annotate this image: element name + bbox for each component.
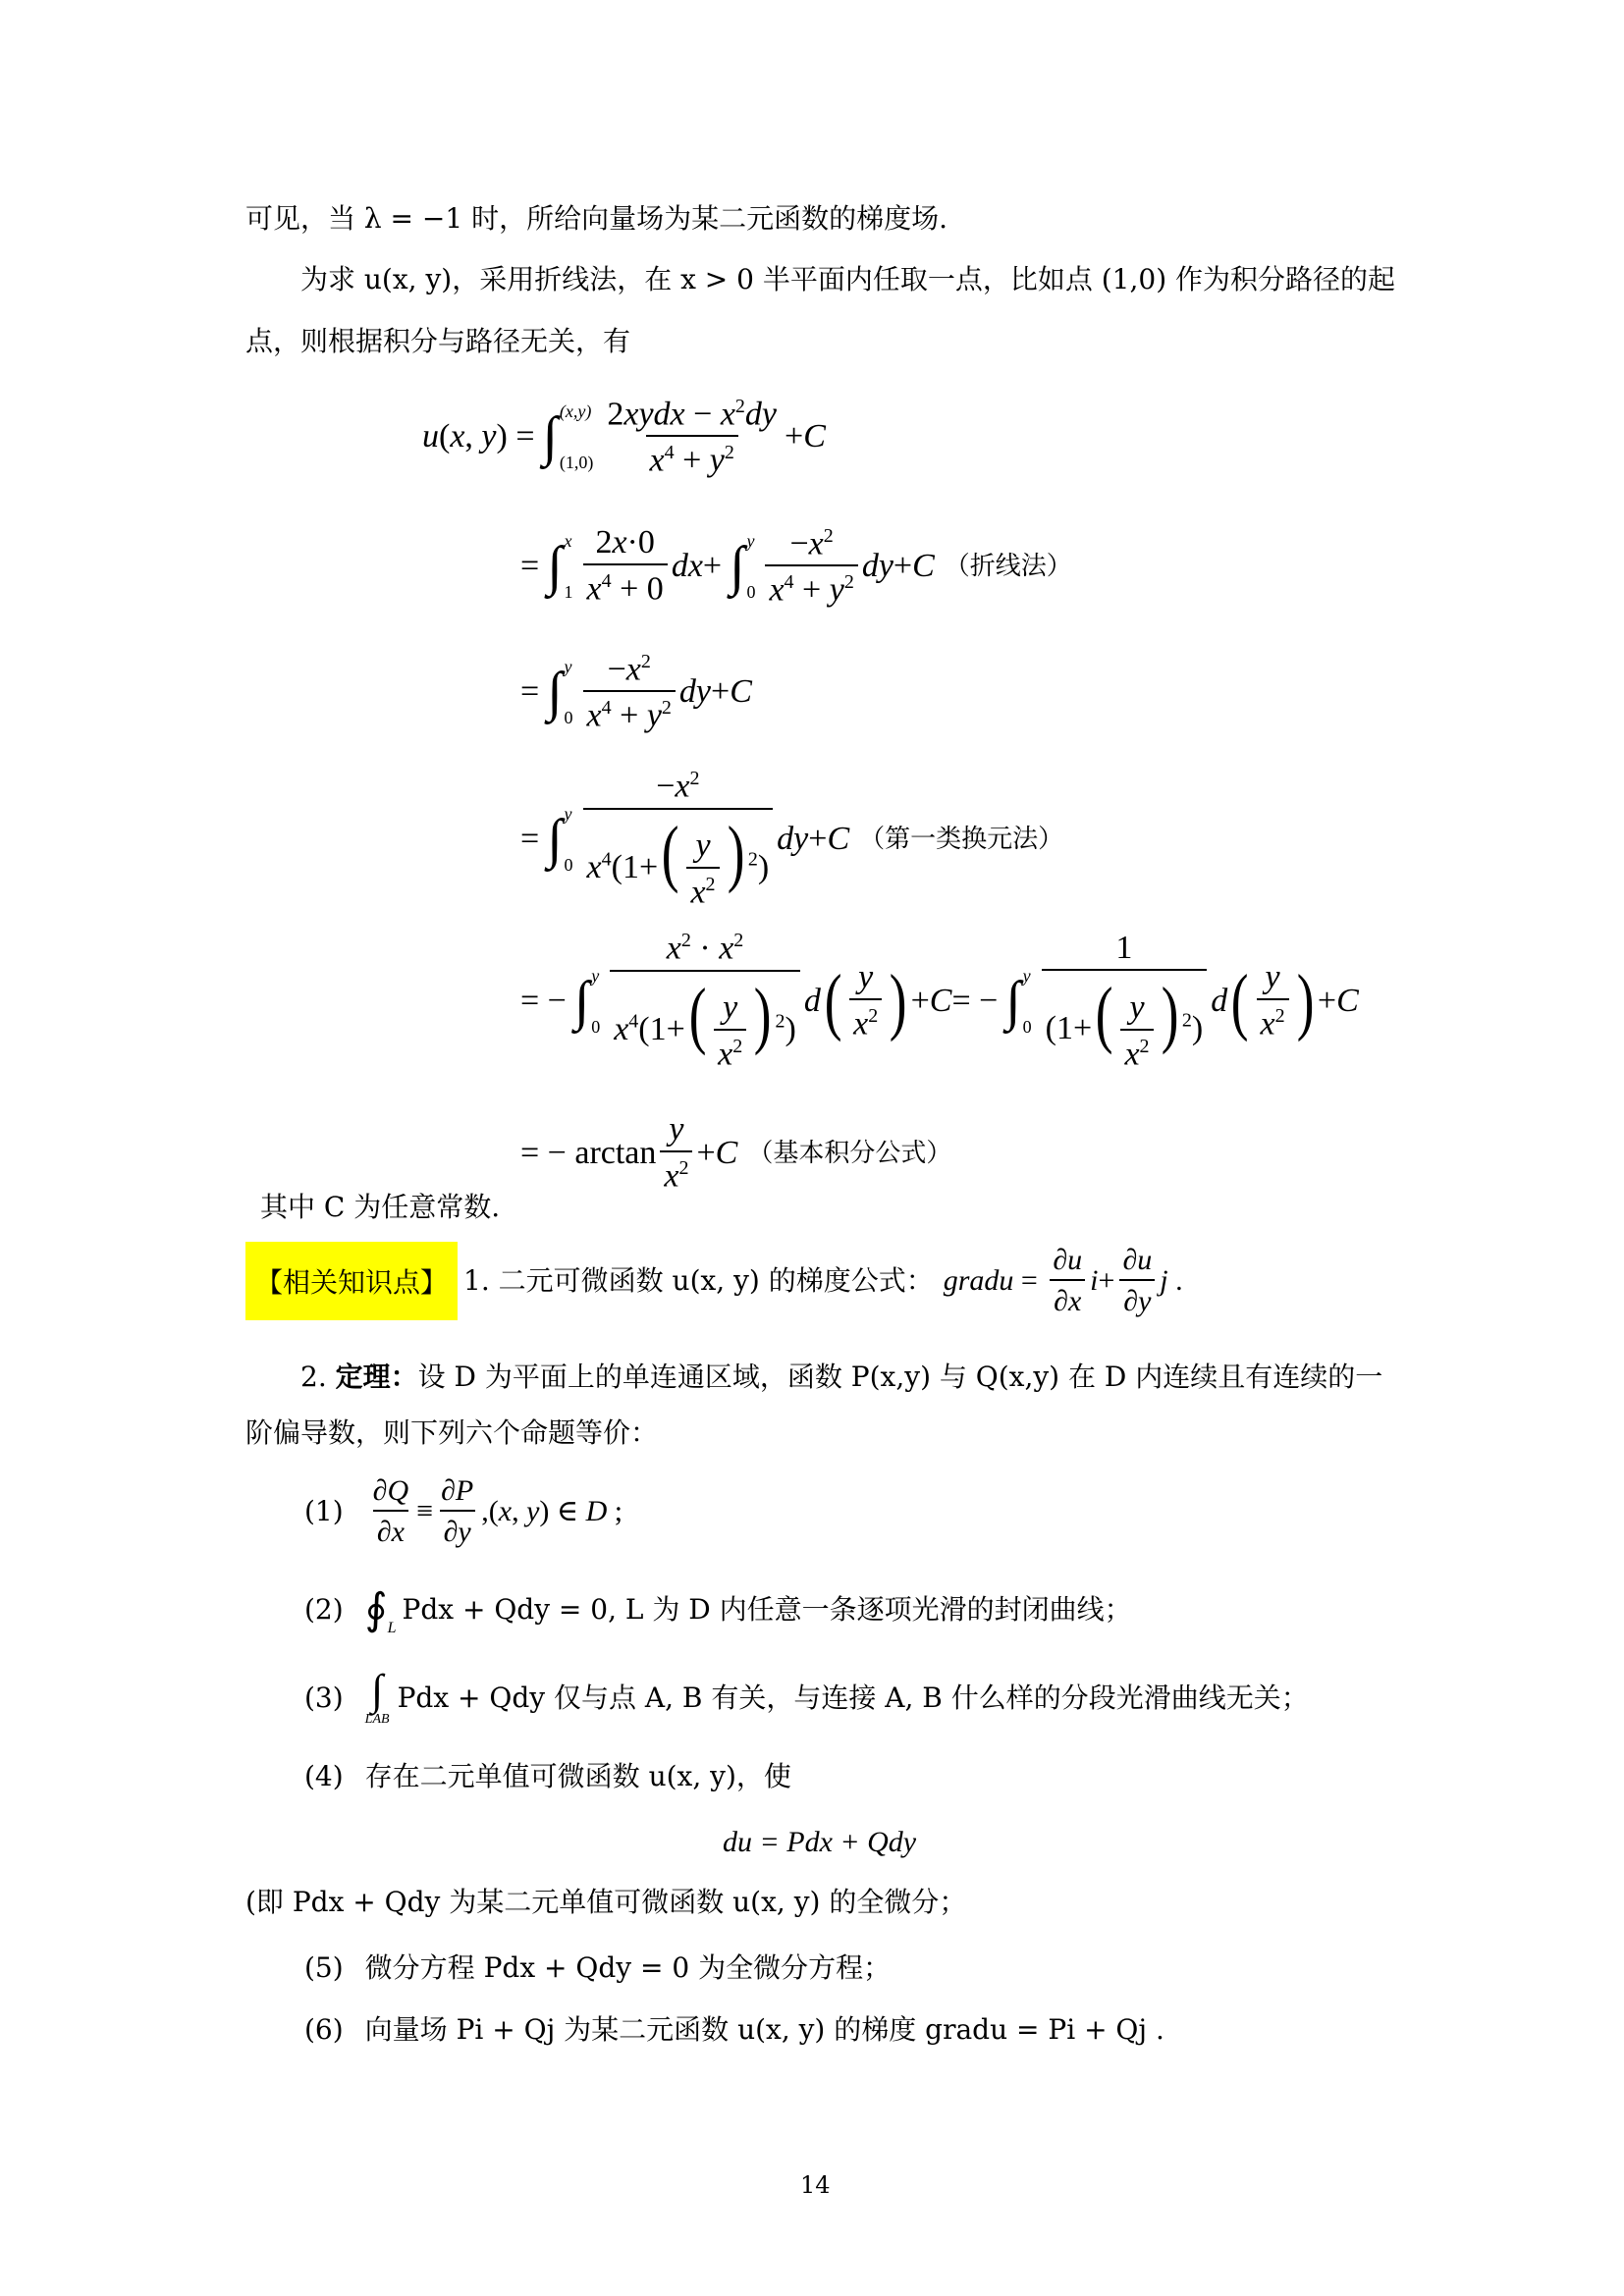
knowledge-point-row [245, 1227, 1183, 1335]
knowledge-badge: 【相关知识点】 [245, 1242, 458, 1320]
equation-line-1: u ( x , y ) = ∫ (x,y) (1,0) $\frac{2xydx - x^2dy}{x^4 + y^2}$ + C [422, 395, 826, 479]
condition-5: (5) 微分方程 Pdx + Qdy = 0 为全微分方程； [304, 1951, 892, 1984]
theorem-line-2: 阶偏导数，则下列六个命题等价： [245, 1416, 659, 1449]
contour-integral-sign: ∮ [364, 1585, 388, 1633]
condition-2: (2) ∮ L Pdx + Qdy = 0, L 为 D 内任意一条逐项光滑的封闭曲线； [304, 1585, 1132, 1636]
condition-4: (4) 存在二元单值可微函数 u(x, y)，使 [304, 1760, 791, 1792]
line-integral-sign: ∫ [371, 1666, 384, 1714]
page-number: 14 [800, 2171, 831, 2199]
theorem-label: 定理： [335, 1361, 418, 1393]
theorem-line-1: 2. 定理：设 D 为平面上的单连通区域，函数 P(x,y) 与 Q(x,y) 在 D 内连续且有连续的一 [300, 1361, 1383, 1393]
equation-line-3: = ∫ y 0 $\frac{-x^2}{x^4 + y^2}$ dy + C [520, 650, 752, 734]
paragraph-method: 为求 u(x, y)，采用折线法，在 x > 0 半平面内任取一点，比如点 (1,0) 作为积分路径的起 [300, 263, 1396, 295]
knowledge-item-1: 1. 二元可微函数 u(x, y) 的梯度公式： [463, 1264, 934, 1297]
note-zhexian: （折线法） [944, 552, 1072, 581]
condition-6: (6) 向量场 Pi + Qj 为某二元函数 u(x, y) 的梯度 gradu = Pi + Qj . [304, 2013, 1164, 2046]
note-huanyuan: （第一类换元法） [859, 825, 1064, 854]
condition-3: (3) ∫ LAB Pdx + Qdy 仅与点 A, B 有关，与连接 A, B 什么样的分段光滑曲线无关； [304, 1666, 1309, 1727]
paragraph-gradient-condition: 可见，当 λ = −1 时，所给向量场为某二元函数的梯度场. [245, 202, 947, 235]
condition-1: (1) $\frac{\partial Q}{\partial x}$ ≡ $\frac{\partial P}{\partial y}$ ,( x , y ) ∈ D ; [304, 1474, 623, 1548]
equation-line-6: = − arctan $\frac{y}{x^2}$ + C （基本积分公式） [520, 1111, 952, 1195]
note-jiben: （基本积分公式） [747, 1139, 952, 1168]
paragraph-method-continued: 点，则根据积分与路径无关，有 [245, 325, 631, 357]
gradient-formula: gradu = $\frac{\partial u}{\partial x}$ i + $\frac{\partial u}{\partial y}$ j . [943, 1244, 1183, 1317]
equation-line-4: = ∫ y 0 $-x^2$ $x^4(1+$( $\frac{y}{x^2}$ ) $^2$) dy + C （第一类换元法） [520, 768, 1064, 911]
condition-4-note: (即 Pdx + Qdy 为某二元单值可微函数 u(x, y) 的全微分； [245, 1886, 967, 1918]
constant-note: 其中 C 为任意常数. [260, 1191, 501, 1223]
equation-line-5: = − ∫ y 0 $x^2 \cdot x^2$ $x^4(1+$( $\frac{y}{x^2}$ ) $^2$) d ( $\frac{y}{x^2}$ ) + C = − ∫ y 0 1 (1+( $\frac{y}{x^2}$ ) $^2$) d ( $\frac{y}{x^2}$ ) + C [520, 930, 1359, 1073]
equation-line-2: = ∫ x 1 $\frac{2x\cdot 0}{x^4 + 0}$ dx + ∫ y 0 $\frac{-x^2}{x^4 + y^2}$ dy + C （折线法） [520, 524, 1072, 609]
total-differential-equation: du = Pdx + Qdy [723, 1826, 917, 1858]
